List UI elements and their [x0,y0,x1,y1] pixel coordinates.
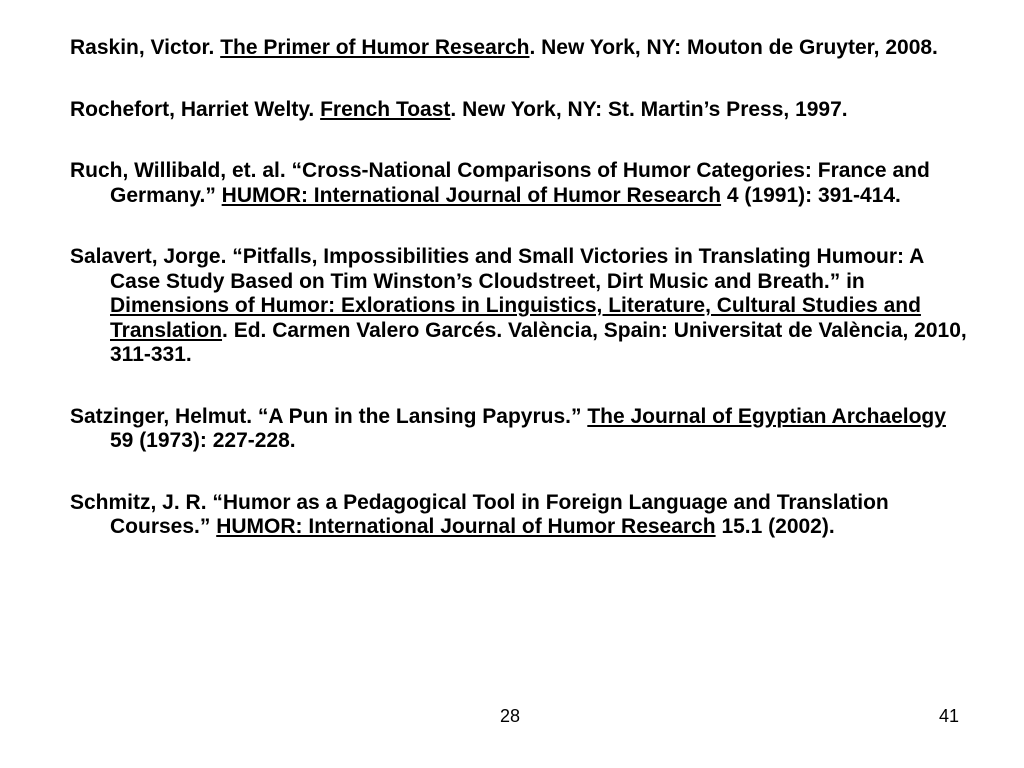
reference-publication-info: 15.1 (2002). [715,515,835,538]
reference-author-prefix: Satzinger, Helmut. “A Pun in the Lansing Papyrus.” [70,404,588,428]
reference-title: HUMOR: International Journal of Humor Research [216,515,716,538]
reference-entry-ruch [70,159,970,208]
page-number-center: 28 [500,706,521,726]
reference-publication-info: . Ed. Carmen Valero Garcés. València, Spain: Universitat de València, 2010, 311-331. [110,318,967,366]
reference-author-prefix: Salavert, Jorge. “Pitfalls, Impossibilities and Small Victories in Translating Humour: A Case Study Based on Tim Winston’s Cloudstreet, Dirt Music and Breath.” in [70,245,924,293]
reference-title: French Toast [320,97,451,121]
reference-author-prefix: Ruch, Willibald, et. al. “Cross-National Comparisons of Humor Categories: France and Germany.” [70,159,930,207]
reference-publication-info: . New York, NY: Mouton de Gruyter, 2008. [529,36,938,59]
reference-publication-info: 4 (1991): 391-414. [721,183,901,207]
reference-entry-salavert [70,245,970,368]
reference-entry-raskin [70,36,970,61]
reference-publication-info: 59 (1973): 227-228. [110,429,296,452]
reference-entry-schmitz [70,491,970,540]
page-number-right: 41 [939,706,960,726]
reference-author-prefix: Raskin, Victor. [70,36,221,59]
reference-title: The Primer of Humor Research [220,36,530,59]
reference-author-prefix: Schmitz, J. R. “Humor as a Pedagogical Tool in Foreign Language and Translation Courses.” [70,490,889,538]
reference-author-prefix: Rochefort, Harriet Welty. [70,97,321,121]
reference-title: Dimensions of Humor: Exlorations in Linguistics, Literature, Cultural Studies and Translation [110,294,921,342]
reference-publication-info: . New York, NY: St. Martin’s Press, 1997. [450,97,848,121]
reference-entry-rochefort [70,98,970,123]
reference-title: The Journal of Egyptian Archaelogy [587,404,946,428]
reference-title: HUMOR: International Journal of Humor Research [221,183,722,207]
reference-list [70,36,970,577]
reference-entry-satzinger [70,405,970,454]
